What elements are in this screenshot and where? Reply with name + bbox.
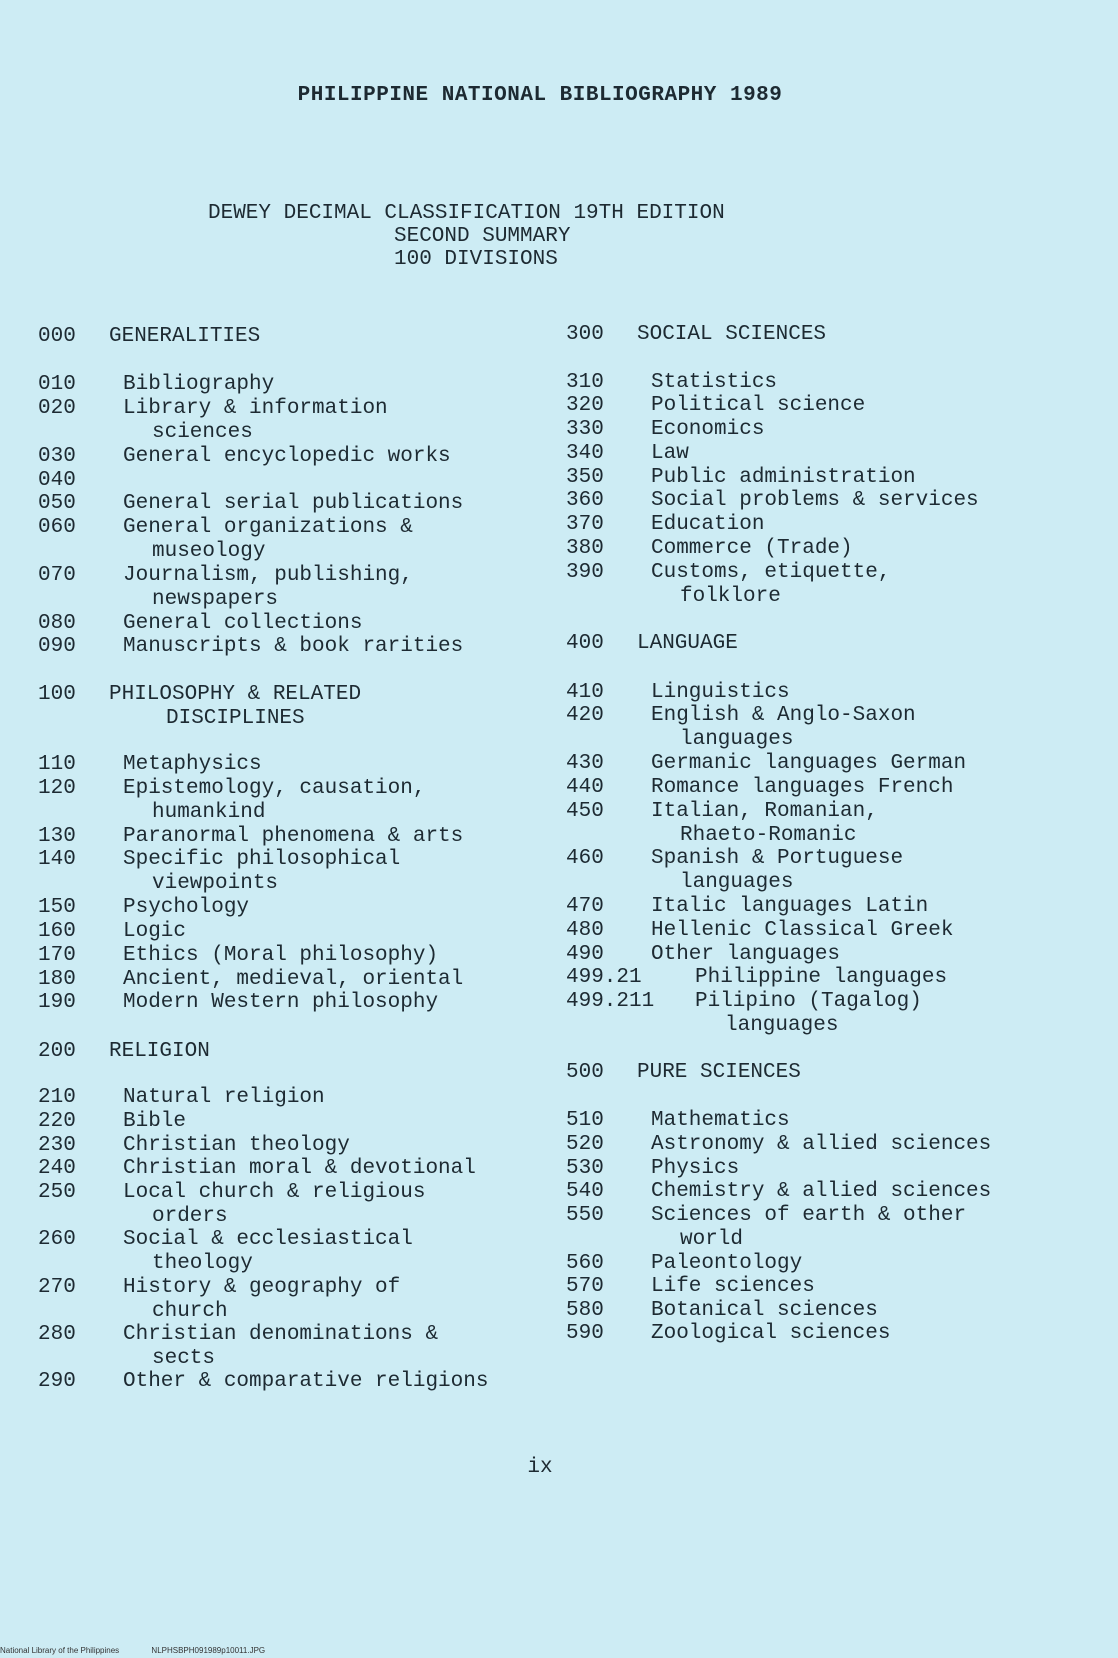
division-080: 080 General collections	[38, 612, 363, 635]
division-090: 090 Manuscripts & book rarities	[38, 635, 464, 658]
division-499-21: 499.21 Philippine languages	[566, 966, 948, 989]
division-430: 430 Germanic languages German	[566, 752, 967, 775]
division-360: 360 Social problems & services	[566, 489, 979, 512]
division-460: 460 Spanish & Portuguese languages	[566, 847, 904, 894]
category-000	[38, 325, 260, 349]
page-title: PHILIPPINE NATIONAL BIBLIOGRAPHY 1989	[297, 84, 783, 107]
division-570: 570 Life sciences	[566, 1275, 815, 1298]
footer-file: NLPHSBPH091989p10011.JPG	[151, 1646, 266, 1655]
division-120: 120 Epistemology, causation, humankind	[38, 777, 426, 824]
division-390: 390 Customs, etiquette, folklore	[566, 561, 891, 608]
footer-source: National Library of the Philippines	[0, 1646, 120, 1655]
summary-line-1: DEWEY DECIMAL CLASSIFICATION 19TH EDITION	[208, 202, 725, 225]
division-410: 410 Linguistics	[566, 681, 790, 704]
class-number: 000	[38, 325, 76, 348]
division-320: 320 Political science	[566, 394, 866, 417]
category-300: 300 SOCIAL SCIENCES	[566, 323, 827, 346]
division-370: 370 Education	[566, 513, 765, 536]
division-030: 030 General encyclopedic works	[38, 445, 451, 468]
division-170: 170 Ethics (Moral philosophy)	[38, 944, 439, 967]
division-550: 550 Sciences of earth & other world	[566, 1204, 967, 1251]
division-520: 520 Astronomy & allied sciences	[566, 1133, 992, 1156]
division-440: 440 Romance languages French	[566, 776, 954, 799]
division-050: 050 General serial publications	[38, 492, 464, 515]
division-160: 160 Logic	[38, 920, 187, 943]
division-060: 060 General organizations & museology	[38, 516, 413, 563]
division-450: 450 Italian, Romanian, Rhaeto-Romanic	[566, 800, 878, 847]
division-270: 270 History & geography of church	[38, 1276, 401, 1323]
division-560: 560 Paleontology	[566, 1252, 803, 1275]
division-310: 310 Statistics	[566, 371, 778, 394]
division-070: 070 Journalism, publishing, newspapers	[38, 564, 413, 611]
division-350: 350 Public administration	[566, 466, 916, 489]
division-150: 150 Psychology	[38, 896, 250, 919]
summary-line-3: 100 DIVISIONS	[394, 248, 558, 271]
division-499-211: 499.211 Pilipino (Tagalog) languages	[566, 990, 922, 1037]
summary-line-2: SECOND SUMMARY	[394, 225, 571, 248]
division-190: 190 Modern Western philosophy	[38, 991, 439, 1014]
division-540: 540 Chemistry & allied sciences	[566, 1180, 992, 1203]
page-number: ix	[527, 1456, 553, 1479]
category-100: 100 PHILOSOPHY & RELATED DISCIPLINES	[38, 683, 362, 730]
division-240: 240 Christian moral & devotional	[38, 1157, 476, 1180]
division-140: 140 Specific philosophical viewpoints	[38, 848, 401, 895]
division-280: 280 Christian denominations & sects	[38, 1323, 439, 1370]
division-530: 530 Physics	[566, 1157, 740, 1180]
division-480: 480 Hellenic Classical Greek	[566, 919, 954, 942]
division-330: 330 Economics	[566, 418, 765, 441]
class-label: GENERALITIES	[109, 325, 261, 348]
division-040: 040	[38, 469, 76, 492]
scan-footer	[0, 1646, 295, 1656]
division-210: 210 Natural religion	[38, 1086, 325, 1109]
division-260: 260 Social & ecclesiastical theology	[38, 1228, 413, 1275]
category-200: 200 RELIGION	[38, 1040, 210, 1063]
division-510: 510 Mathematics	[566, 1109, 790, 1132]
division-340: 340 Law	[566, 442, 689, 465]
division-250: 250 Local church & religious orders	[38, 1181, 426, 1228]
division-590: 590 Zoological sciences	[566, 1322, 891, 1345]
category-500: 500 PURE SCIENCES	[566, 1061, 801, 1084]
division-010: 010 Bibliography	[38, 373, 275, 396]
division-180: 180 Ancient, medieval, oriental	[38, 968, 464, 991]
division-580: 580 Botanical sciences	[566, 1299, 878, 1322]
division-110: 110 Metaphysics	[38, 753, 262, 776]
division-470: 470 Italic languages Latin	[566, 895, 929, 918]
division-230: 230 Christian theology	[38, 1134, 350, 1157]
division-380: 380 Commerce (Trade)	[566, 537, 853, 560]
category-400: 400 LANGUAGE	[566, 632, 738, 655]
division-020: 020 Library & information sciences	[38, 397, 388, 444]
division-290: 290 Other & comparative religions	[38, 1370, 489, 1393]
division-490: 490 Other languages	[566, 943, 841, 966]
division-220: 220 Bible	[38, 1110, 187, 1133]
division-130: 130 Paranormal phenomena & arts	[38, 825, 464, 848]
division-420: 420 English & Anglo-Saxon languages	[566, 704, 916, 751]
